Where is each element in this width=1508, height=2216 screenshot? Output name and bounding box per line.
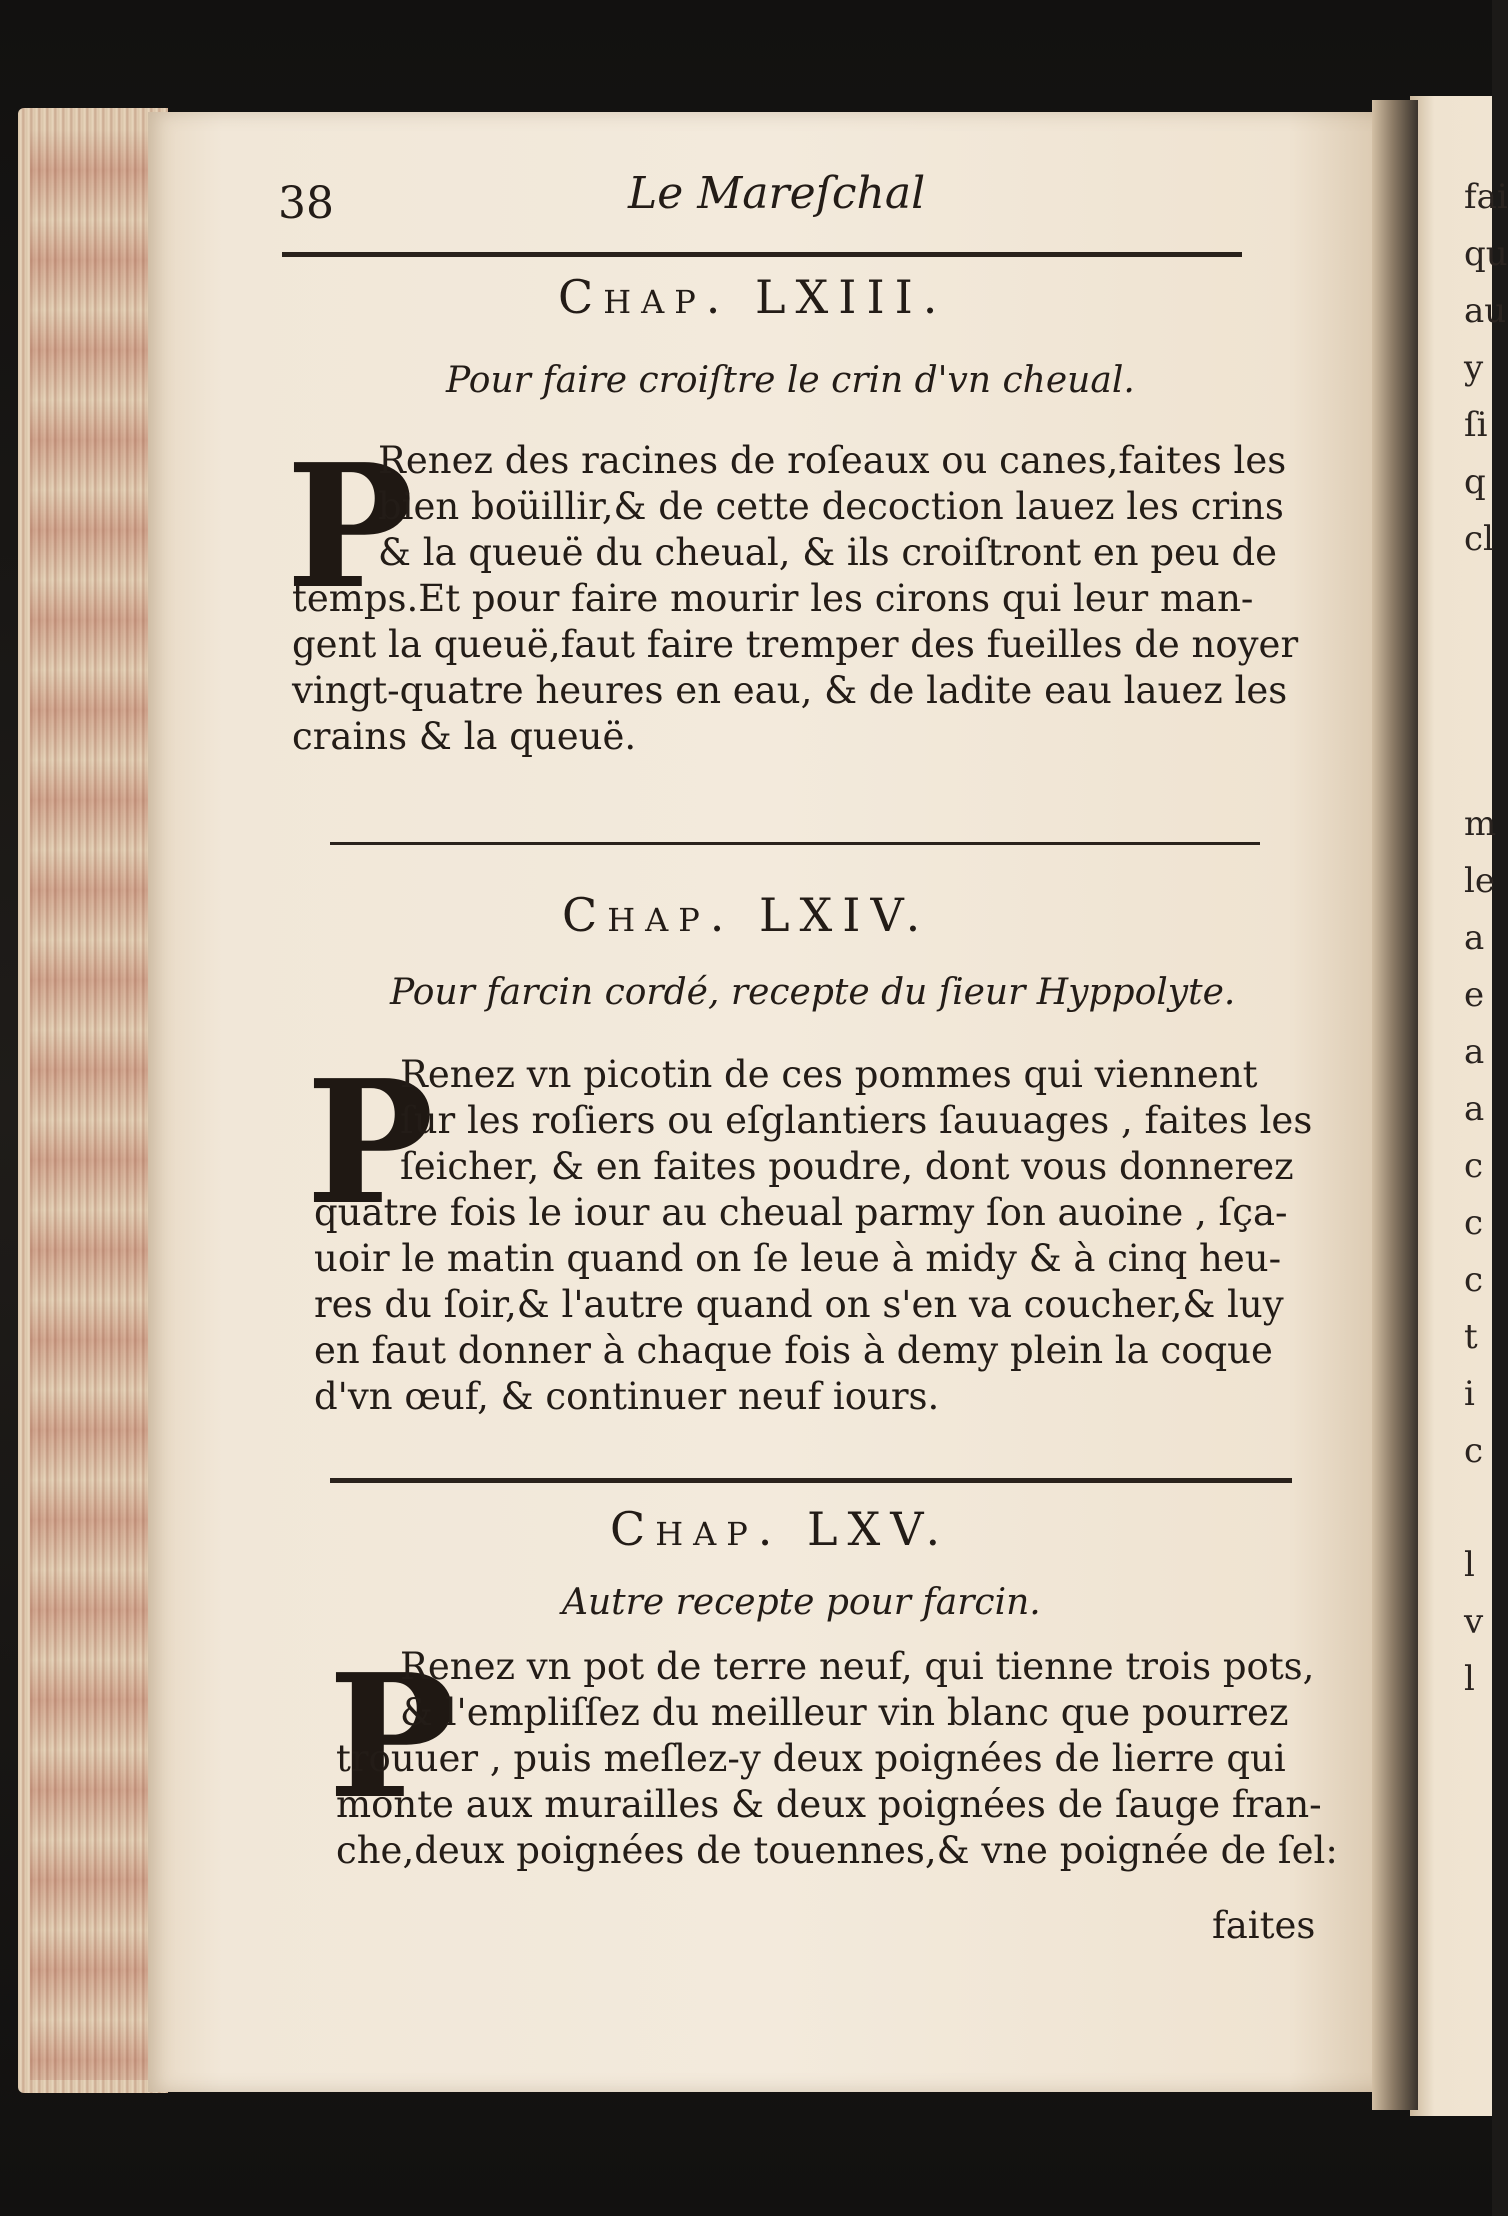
facing-fragment: m [1464,804,1497,844]
text-line: che,deux poignées de touennes,& vne poignée de ſel: [336,1829,1338,1872]
facing-fragment: e [1464,975,1485,1015]
facing-fragment [1464,750,1492,807]
running-title: Le Mareſchal [628,168,926,219]
facing-fragment [1464,579,1492,636]
facing-fragment: a [1464,1089,1485,1129]
text-line: monte aux murailles & deux poignées de ſauge fran- [336,1783,1322,1826]
text-line: crains & la queuë. [292,715,637,758]
facing-fragment: l [1464,1659,1475,1699]
red-edge-stain [30,130,160,2080]
facing-fragment: l [1464,1545,1475,1585]
text-line: temps.Et pour faire mourir les cirons qui leur man- [292,577,1254,620]
text-line: trouuer , puis meſlez-y deux poignées de lierre qui [336,1737,1286,1780]
chapter-body [292,438,1299,760]
section-rule [330,842,1260,845]
facing-fragment: t [1464,1317,1478,1357]
text-line: & la queuë du cheual, & ils croiſtront en peu de [378,531,1278,574]
chapter-subtitle: Pour farcin cordé, recepte du ſieur Hyppolyte. [390,972,1236,1013]
facing-page-text [1464,177,1508,1719]
text-line: bien boüillir,& de cette decoction lauez les crins [378,485,1284,528]
facing-fragment: c [1464,1260,1484,1300]
facing-fragment: ſi [1464,405,1488,445]
text-line: Renez des racines de roſeaux ou canes,faites les [378,439,1287,482]
text-line: en faut donner à chaque fois à demy plein la coque [314,1329,1273,1372]
chapter-heading: Chap. LXIV. [562,888,931,942]
section-rule [330,1478,1292,1483]
text-line: & l'empliſſez du meilleur vin blanc que pourrez [400,1691,1289,1734]
facing-fragment [1464,636,1492,693]
text-line: d'vn œuf, & continuer neuf iours. [314,1375,940,1418]
gutter-shadow [1372,100,1418,2110]
chapter-heading: Chap. LXIII. [558,270,948,324]
text-line: quatre fois le iour au cheual parmy ſon auoine , ſça- [314,1191,1288,1234]
text-line: uoir le matin quand on ſe leue à midy & à cinq heu- [314,1237,1282,1280]
catchword: faites [1212,1904,1316,1947]
facing-fragment: c [1464,1146,1484,1186]
facing-fragment: c [1464,1431,1484,1471]
facing-fragment: cl [1464,519,1494,559]
facing-fragment: qu [1464,234,1508,274]
facing-fragment: v [1464,1602,1484,1642]
drop-cap: P [328,1637,456,1837]
facing-fragment: c [1464,1203,1484,1243]
facing-fragment: i [1464,1374,1475,1414]
chapter-subtitle: Autre recepte pour farcin. [562,1582,1041,1623]
facing-fragment: fai [1464,177,1508,217]
text-line: res du ſoir,& l'autre quand on s'en va coucher,& luy [314,1283,1284,1326]
header-rule [282,252,1242,257]
text-line: Renez vn picotin de ces pommes qui viennent [400,1053,1258,1096]
text-line: vingt-quatre heures en eau, & de ladite eau lauez les [292,669,1288,712]
text-line: Renez vn pot de terre neuf, qui tienne trois pots, [400,1645,1315,1688]
drop-cap: P [286,427,414,627]
facing-fragment [1464,1491,1492,1548]
facing-fragment: q [1464,462,1486,502]
chapter-body [336,1644,1338,1874]
text-line: ſeicher, & en faites poudre, dont vous donnerez [400,1145,1294,1188]
text-line: ſur les roſiers ou eſglantiers ſauuages , faites les [400,1099,1313,1142]
chapter-body [314,1052,1314,1420]
facing-fragment: y [1464,348,1484,388]
facing-fragment: a [1464,918,1485,958]
page-number: 38 [278,178,334,229]
drop-cap: P [306,1043,434,1243]
facing-fragment [1464,693,1492,750]
chapter-subtitle: Pour faire croiſtre le crin d'vn cheual. [446,360,1135,401]
facing-fragment: au [1464,291,1507,331]
facing-fragment: le [1464,861,1495,901]
text-line: gent la queuë,faut faire tremper des fueilles de noyer [292,623,1299,666]
facing-fragment: a [1464,1032,1485,1072]
chapter-heading: Chap. LXV. [610,1502,951,1556]
